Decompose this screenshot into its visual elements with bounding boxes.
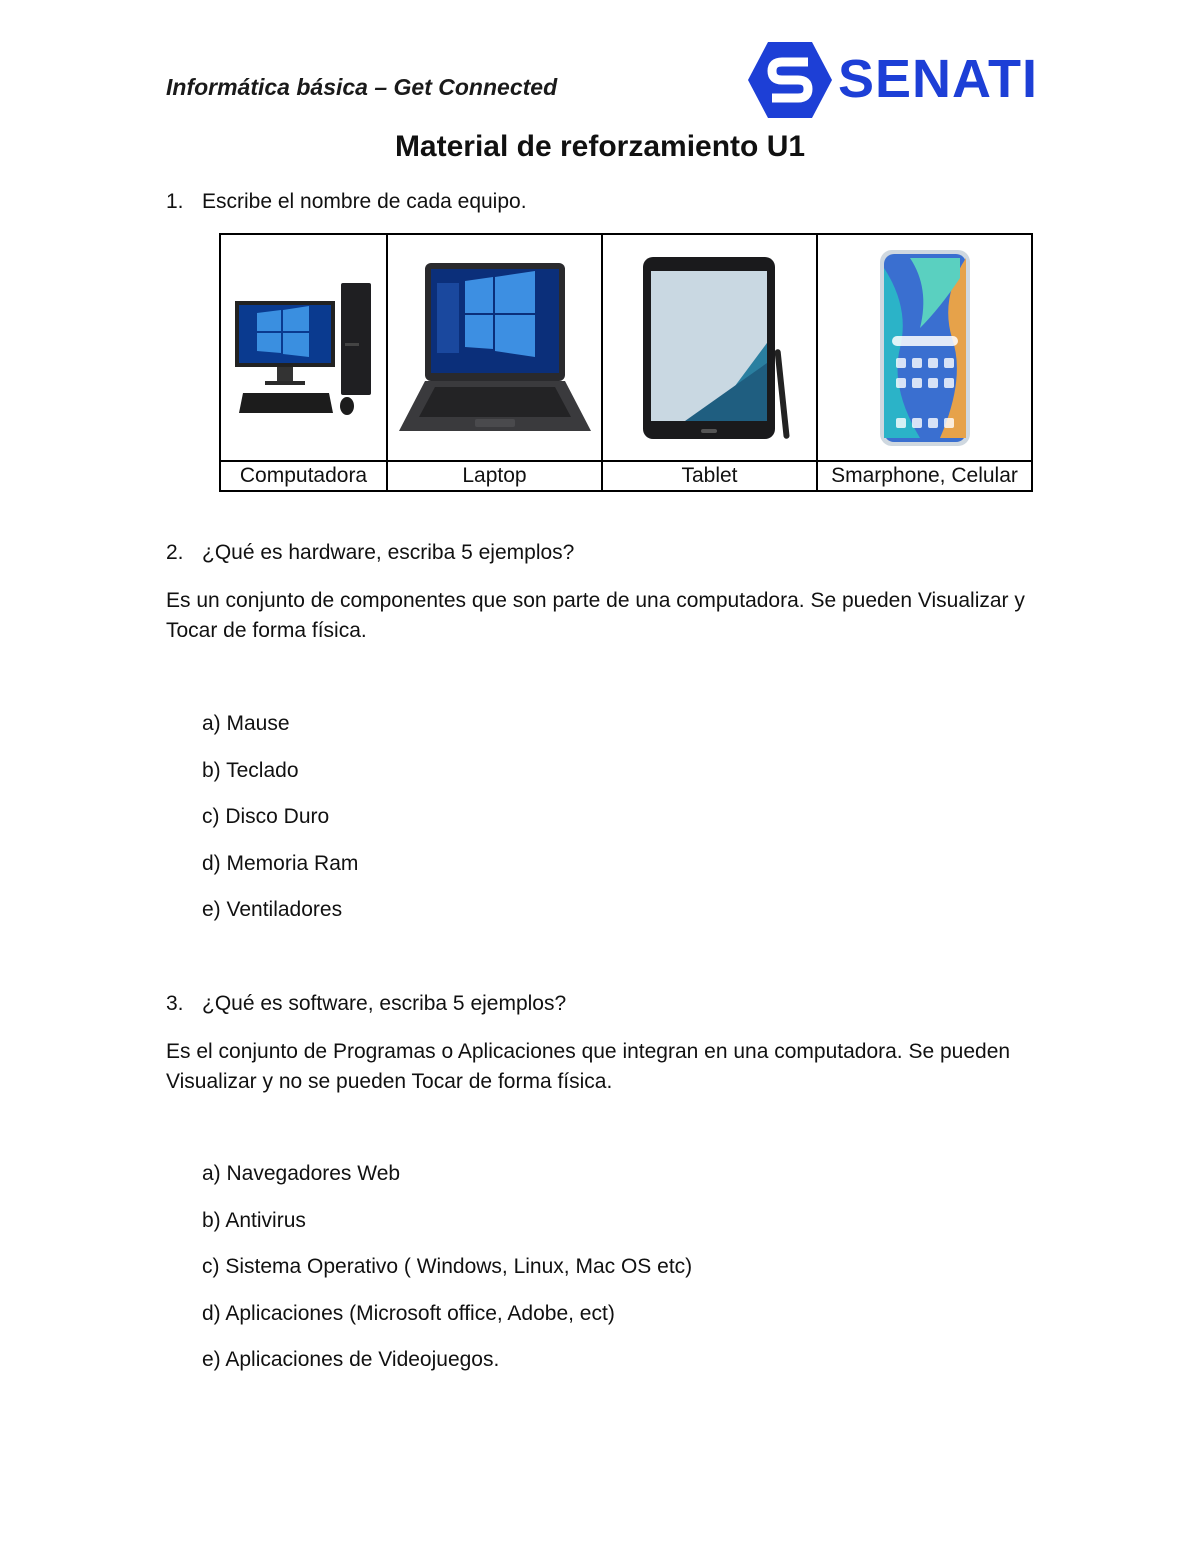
question-number: 3. <box>166 992 184 1015</box>
list-item: d) Memoria Ram <box>202 852 359 875</box>
list-item: b) Antivirus <box>202 1209 306 1232</box>
laptop-icon <box>395 253 595 443</box>
list-item: e) Aplicaciones de Videojuegos. <box>202 1348 500 1371</box>
device-label: Tablet <box>602 461 817 491</box>
device-image-cell <box>602 234 817 461</box>
question-text: ¿Qué es hardware, escriba 5 ejemplos? <box>202 541 575 564</box>
device-image-cell <box>387 234 602 461</box>
list-item: a) Mause <box>202 712 290 735</box>
question-3 <box>166 992 566 1016</box>
devices-table <box>219 233 1033 492</box>
header-subject: Informática básica – Get Connected <box>166 74 558 100</box>
smartphone-icon <box>870 248 980 448</box>
question-text: ¿Qué es software, escriba 5 ejemplos? <box>202 992 567 1015</box>
page-title: Material de reforzamiento U1 <box>394 130 806 163</box>
device-image-cell <box>220 234 387 461</box>
device-image-cell <box>817 234 1032 461</box>
desktop-computer-icon <box>229 273 379 423</box>
answer-software: Es el conjunto de Programas o Aplicaciones que integran en una computadora. Se pueden Visualizar y no se pueden Tocar de forma física. <box>166 1040 1011 1093</box>
question-text: Escribe el nombre de cada equipo. <box>202 190 527 213</box>
question-1 <box>166 190 527 214</box>
logo-text: SENATI <box>838 49 1039 109</box>
question-number: 2. <box>166 541 184 564</box>
list-item: b) Teclado <box>202 759 299 782</box>
senati-logo-icon <box>748 40 832 120</box>
answer-hardware: Es un conjunto de componentes que son parte de una computadora. Se pueden Visualizar y Tocar de forma física. <box>166 589 1025 642</box>
device-label: Computadora <box>220 461 387 491</box>
list-item: d) Aplicaciones (Microsoft office, Adobe, ect) <box>202 1302 615 1325</box>
question-2 <box>166 541 574 565</box>
list-item: c) Disco Duro <box>202 805 330 828</box>
device-label: Smarphone, Celular <box>817 461 1032 491</box>
question-number: 1. <box>166 190 184 213</box>
list-item: c) Sistema Operativo ( Windows, Linux, Mac OS etc) <box>202 1255 693 1278</box>
list-item: a) Navegadores Web <box>202 1162 401 1185</box>
tablet-icon <box>625 253 795 443</box>
device-label: Laptop <box>387 461 602 491</box>
senati-logo <box>748 40 1040 120</box>
list-item: e) Ventiladores <box>202 898 343 921</box>
